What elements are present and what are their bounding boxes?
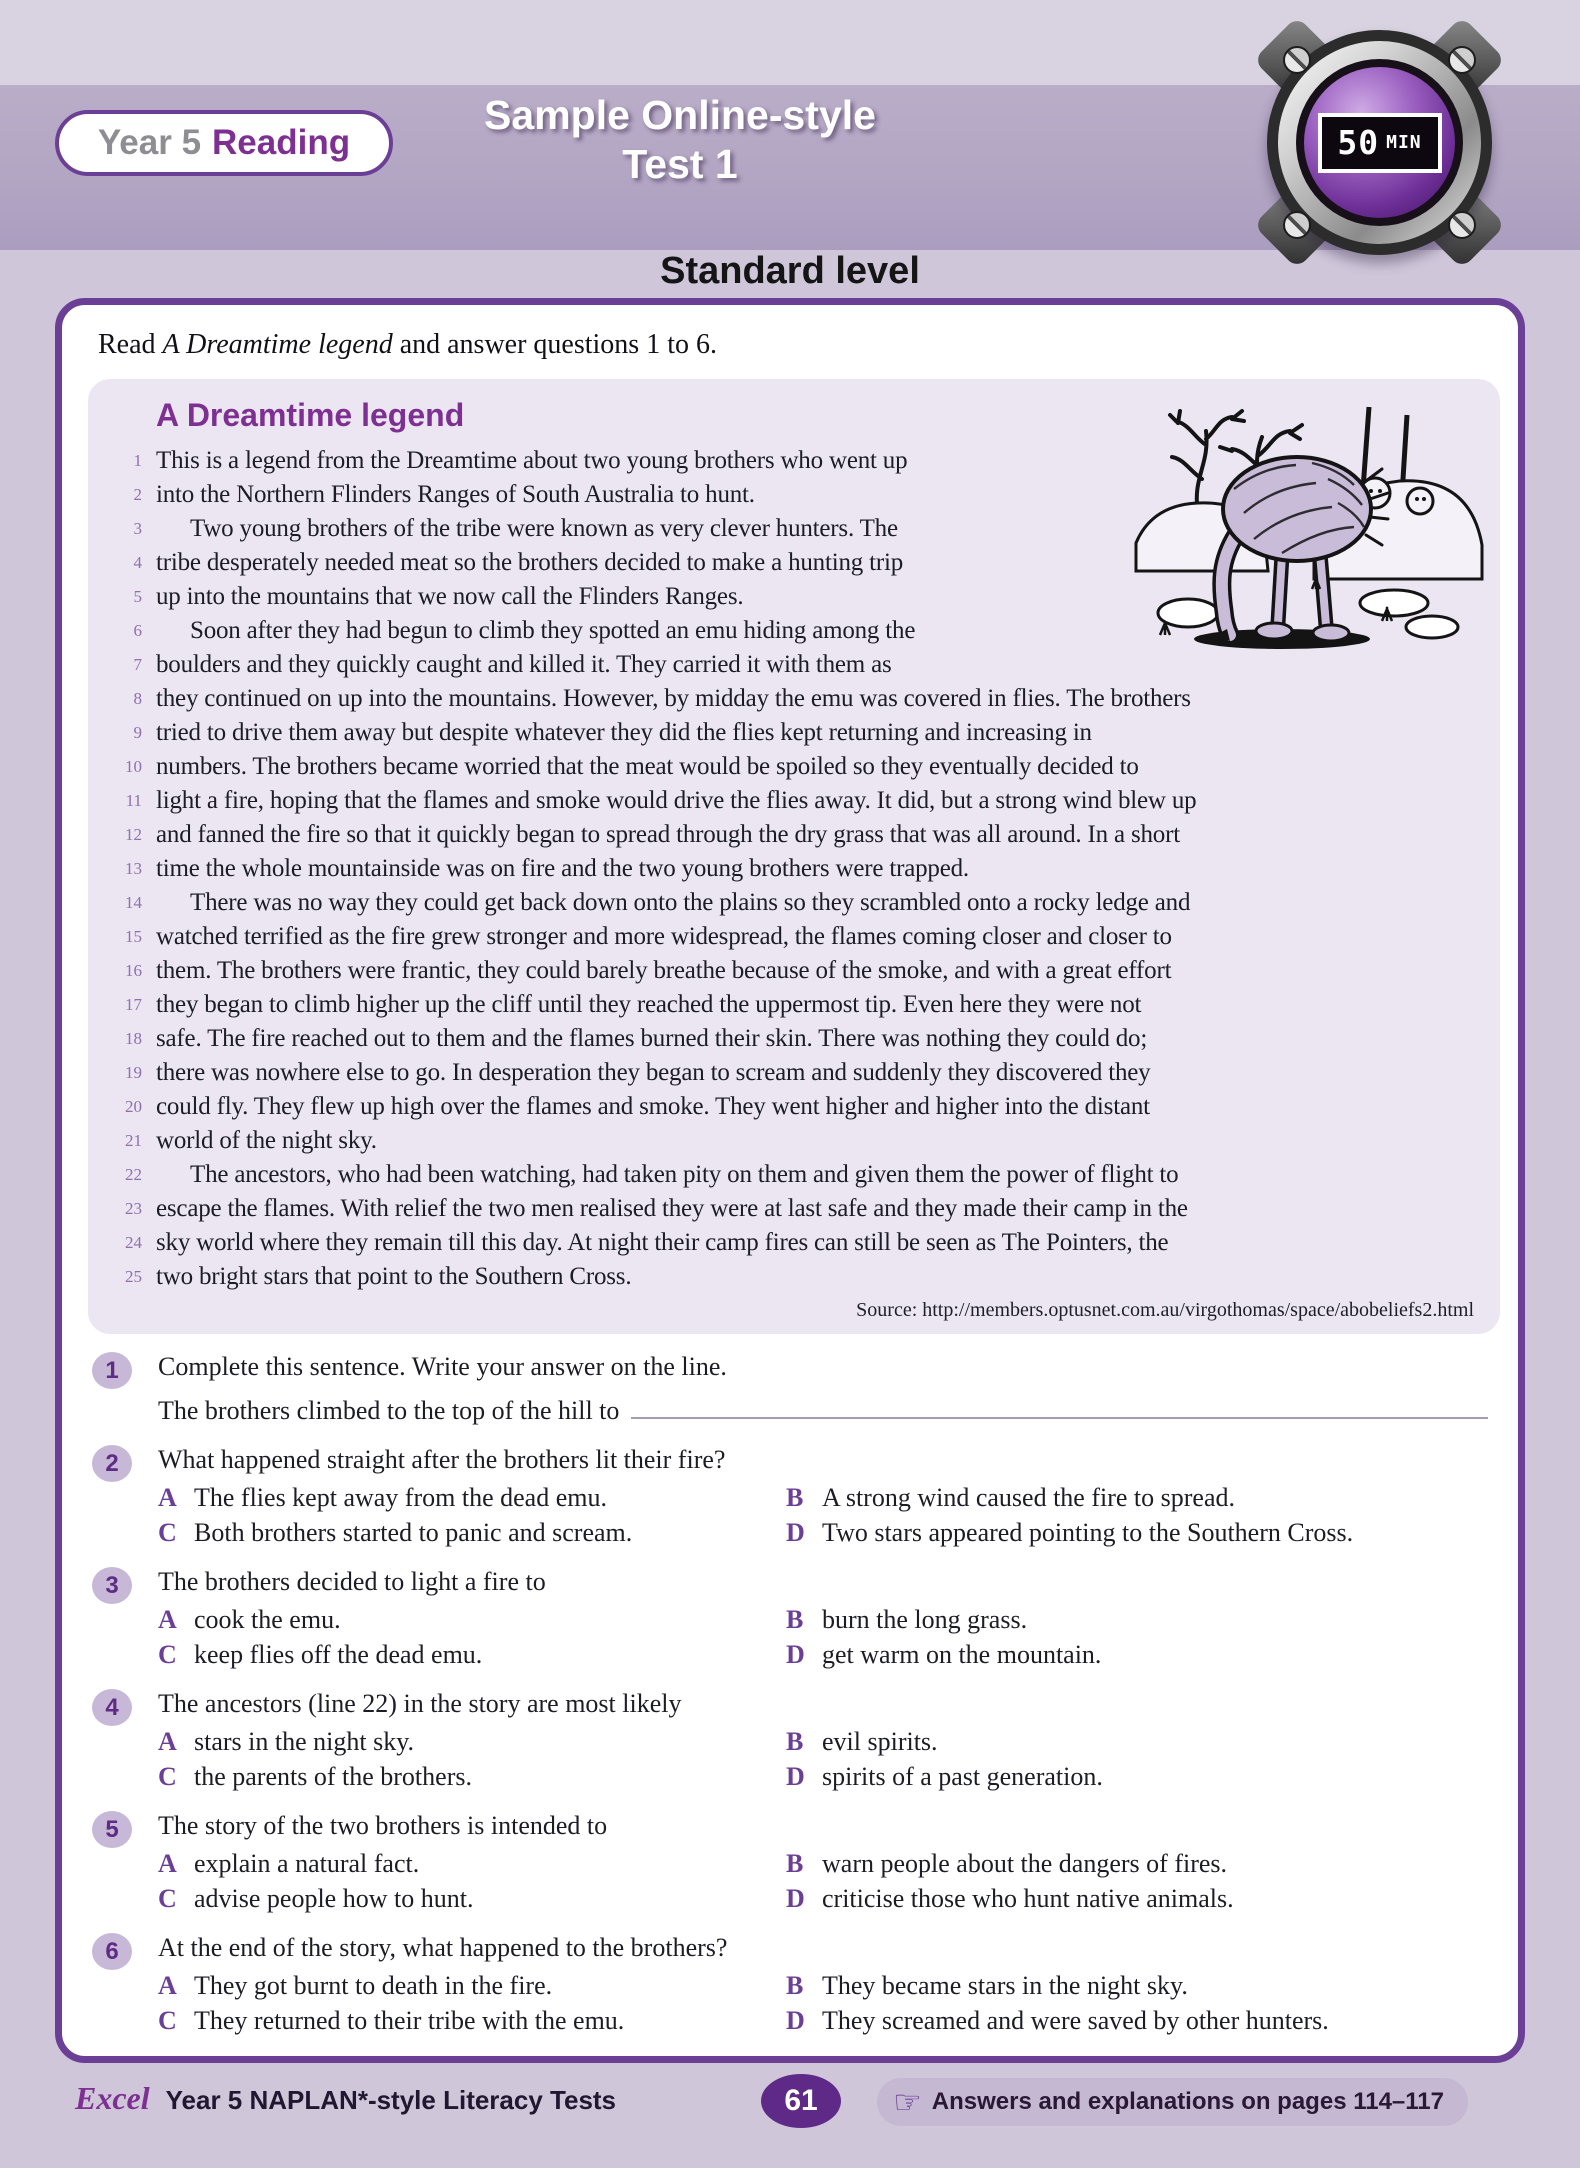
test-title-line1: Sample Online-style	[484, 92, 876, 138]
page-number-badge: 61	[761, 2074, 841, 2128]
option-text: advise people how to hunt.	[194, 1884, 474, 1913]
line-text: Two young brothers of the tribe were known as very clever hunters. The	[190, 515, 898, 542]
option-2C	[158, 1516, 786, 1549]
line-number: 20	[125, 1097, 142, 1116]
screw-icon	[1448, 46, 1476, 74]
passage-line	[88, 750, 1490, 784]
question-1	[92, 1350, 1488, 1427]
questions	[92, 1350, 1488, 2037]
question-4	[92, 1687, 1488, 1793]
timer-minutes: 50	[1337, 123, 1380, 162]
line-number: 22	[125, 1165, 142, 1184]
screw-icon	[1283, 211, 1311, 239]
option-letter: B	[786, 1483, 804, 1512]
question-5	[92, 1809, 1488, 1915]
option-3B	[786, 1603, 1488, 1636]
passage-line	[88, 1090, 1490, 1124]
option-letter: C	[158, 1518, 177, 1547]
line-number: 13	[125, 859, 142, 878]
line-text: Soon after they had begun to climb they spotted an emu hiding among the	[190, 617, 916, 644]
options-grid	[158, 1479, 1488, 1549]
question-2	[92, 1443, 1488, 1549]
option-5C	[158, 1882, 786, 1915]
emu-foot	[1256, 623, 1292, 639]
line-text: safe. The fire reached out to them and the flames burned their skin. There was nothing they could do;	[156, 1025, 1148, 1052]
option-text: stars in the night sky.	[194, 1727, 415, 1756]
option-text: Two stars appeared pointing to the Southern Cross.	[822, 1518, 1354, 1547]
fill-in-row	[158, 1393, 1488, 1427]
line-number: 15	[125, 927, 142, 946]
timer-display	[1318, 113, 1442, 173]
option-letter: C	[158, 1884, 177, 1913]
option-letter: D	[786, 1518, 805, 1547]
option-letter: D	[786, 1640, 805, 1669]
emu-foot	[1313, 625, 1349, 641]
option-6A	[158, 1969, 786, 2002]
option-text: the parents of the brothers.	[194, 1762, 472, 1791]
answers-reference-pill	[877, 2078, 1468, 2126]
line-number: 9	[133, 723, 142, 742]
line-number: 10	[125, 757, 142, 776]
options-grid	[158, 1723, 1488, 1793]
option-letter: D	[786, 2006, 805, 2035]
option-text: The flies kept away from the dead emu.	[194, 1483, 607, 1512]
passage-line	[88, 920, 1490, 954]
line-number: 12	[125, 825, 142, 844]
passage-source: Source: http://members.optusnet.com.au/virgothomas/space/abobeliefs2.html	[856, 1299, 1474, 1321]
option-text: burn the long grass.	[822, 1605, 1028, 1634]
passage-line	[88, 1158, 1490, 1192]
option-letter: C	[158, 1762, 177, 1791]
question-6	[92, 1931, 1488, 2037]
option-text: They screamed and were saved by other hunters.	[822, 2006, 1329, 2035]
option-text: keep flies off the dead emu.	[194, 1640, 483, 1669]
line-text: two bright stars that point to the Southern Cross.	[156, 1263, 632, 1290]
series-title: Year 5 NAPLAN*-style Literacy Tests	[165, 2085, 617, 2115]
line-number: 14	[125, 893, 142, 912]
screw-icon	[1283, 46, 1311, 74]
option-letter: B	[786, 1727, 804, 1756]
line-text: into the Northern Flinders Ranges of South Australia to hunt.	[156, 481, 755, 508]
option-6C	[158, 2004, 786, 2037]
option-text: get warm on the mountain.	[822, 1640, 1102, 1669]
line-number: 8	[133, 689, 142, 708]
line-number: 19	[125, 1063, 142, 1082]
option-4B	[786, 1725, 1488, 1758]
option-4C	[158, 1760, 786, 1793]
option-letter: B	[786, 1971, 804, 2000]
passage-line	[88, 886, 1490, 920]
passage-line	[88, 954, 1490, 988]
option-6D	[786, 2004, 1488, 2037]
question-body	[158, 1809, 1488, 1915]
line-text: they continued on up into the mountains. However, by midday the emu was covered in flies. The brothers	[156, 685, 1191, 712]
line-text: world of the night sky.	[156, 1127, 377, 1154]
passage-panel	[88, 379, 1500, 1334]
passage-line	[88, 1056, 1490, 1090]
answer-line	[631, 1393, 1488, 1419]
stopwatch-timer-icon	[1267, 30, 1492, 255]
test-title-line2: Test 1	[622, 141, 738, 187]
option-text: criticise those who hunt native animals.	[822, 1884, 1234, 1913]
passage-line	[88, 988, 1490, 1022]
answers-reference-text: Answers and explanations on pages 114–117	[931, 2088, 1444, 2115]
line-text: them. The brothers were frantic, they could barely breathe because of the smoke, and with a great effort	[156, 957, 1172, 984]
option-letter: A	[158, 1483, 177, 1512]
line-number: 17	[125, 995, 142, 1014]
line-text: tried to drive them away but despite whatever they did the flies kept returning and increasing in	[156, 719, 1092, 746]
option-letter: C	[158, 2006, 177, 2035]
option-text: explain a natural fact.	[194, 1849, 420, 1878]
line-text: sky world where they remain till this day. At night their camp fires can still be seen as The Pointers, the	[156, 1229, 1169, 1256]
options-grid	[158, 1967, 1488, 2037]
instruction-prefix: Read	[98, 329, 163, 360]
line-text: There was no way they could get back down onto the plains so they scrambled onto a rocky ledge and	[190, 889, 1191, 916]
line-text: This is a legend from the Dreamtime about two young brothers who went up	[156, 447, 908, 474]
header-band	[0, 85, 1580, 250]
line-text: there was nowhere else to go. In desperation they began to scream and suddenly they discovered they	[156, 1059, 1151, 1086]
option-5A	[158, 1847, 786, 1880]
page-footer	[0, 2072, 1580, 2142]
option-2A	[158, 1481, 786, 1514]
passage-line	[88, 852, 1490, 886]
line-number: 5	[133, 587, 142, 606]
line-text: light a fire, hoping that the flames and smoke would drive the flies away. It did, but a strong wind blew up	[156, 787, 1197, 814]
option-4A	[158, 1725, 786, 1758]
option-letter: B	[786, 1849, 804, 1878]
passage-line	[88, 784, 1490, 818]
passage-line	[88, 1260, 1490, 1294]
option-letter: C	[158, 1640, 177, 1669]
option-3C	[158, 1638, 786, 1671]
rock	[1360, 590, 1428, 616]
option-2D	[786, 1516, 1488, 1549]
passage-line	[88, 682, 1490, 716]
question-body	[158, 1687, 1488, 1793]
option-letter: A	[158, 1849, 177, 1878]
option-letter: A	[158, 1727, 177, 1756]
option-4D	[786, 1760, 1488, 1793]
line-number: 25	[125, 1267, 142, 1286]
question-number-badge: 1	[92, 1352, 132, 1389]
line-text: tribe desperately needed meat so the brothers decided to make a hunting trip	[156, 549, 904, 576]
option-6B	[786, 1969, 1488, 2002]
option-text: warn people about the dangers of fires.	[822, 1849, 1228, 1878]
option-2B	[786, 1481, 1488, 1514]
passage-line	[88, 1022, 1490, 1056]
option-text: evil spirits.	[822, 1727, 938, 1756]
question-number-badge: 4	[92, 1689, 132, 1726]
passage-title-reference: A Dreamtime legend	[162, 329, 393, 360]
question-number-badge: 3	[92, 1567, 132, 1604]
course-year-label: Year 5	[97, 123, 202, 162]
passage-line	[88, 818, 1490, 852]
line-text: boulders and they quickly caught and killed it. They carried it with them as	[156, 651, 892, 678]
test-content-box	[55, 298, 1525, 2063]
hunter-head	[1407, 488, 1433, 514]
question-number-badge: 6	[92, 1933, 132, 1970]
option-text: spirits of a past generation.	[822, 1762, 1103, 1791]
option-letter: D	[786, 1762, 805, 1791]
passage-line	[88, 716, 1490, 750]
option-5B	[786, 1847, 1488, 1880]
option-text: They got burnt to death in the fire.	[194, 1971, 553, 2000]
options-grid	[158, 1845, 1488, 1915]
timer-unit: MIN	[1386, 132, 1422, 153]
course-badge	[55, 110, 393, 176]
line-text: up into the mountains that we now call the Flinders Ranges.	[156, 583, 744, 610]
pointing-hand-icon: ☞	[893, 2084, 922, 2120]
option-text: They returned to their tribe with the emu.	[194, 2006, 625, 2035]
emu-illustration	[1132, 393, 1484, 661]
line-text: The ancestors, who had been watching, had taken pity on them and given them the power of flight to	[190, 1161, 1179, 1188]
passage-line	[88, 1124, 1490, 1158]
option-text: A strong wind caused the fire to spread.	[822, 1483, 1236, 1512]
fill-in-sentence: The brothers climbed to the top of the hill to	[158, 1396, 620, 1425]
line-number: 2	[133, 485, 142, 504]
question-3	[92, 1565, 1488, 1671]
test-title	[420, 91, 940, 189]
line-number: 11	[125, 791, 142, 810]
line-text: escape the flames. With relief the two men realised they were at last safe and they made their camp in the	[156, 1195, 1188, 1222]
question-stem: What happened straight after the brothers lit their fire?	[158, 1445, 726, 1474]
line-text: time the whole mountainside was on fire and the two young brothers were trapped.	[156, 855, 969, 882]
line-number: 21	[125, 1131, 142, 1150]
level-heading: Standard level	[660, 250, 920, 292]
option-5D	[786, 1882, 1488, 1915]
question-stem: The story of the two brothers is intended to	[158, 1811, 608, 1840]
line-text: and fanned the fire so that it quickly began to spread through the dry grass that was all around. In a short	[156, 821, 1180, 848]
line-text: watched terrified as the fire grew stronger and more widespread, the flames coming closer and closer to	[156, 923, 1172, 950]
line-number: 3	[133, 519, 142, 538]
screw-icon	[1448, 211, 1476, 239]
question-body	[158, 1931, 1488, 2037]
options-grid	[158, 1601, 1488, 1671]
passage-title: A Dreamtime legend	[156, 397, 465, 433]
line-number: 7	[133, 655, 142, 674]
spear-icon	[1363, 407, 1369, 489]
option-3D	[786, 1638, 1488, 1671]
line-number: 23	[125, 1199, 142, 1218]
line-text: numbers. The brothers became worried that the meat would be spoiled so they eventually decided to	[156, 753, 1139, 780]
option-text: They became stars in the night sky.	[822, 1971, 1188, 2000]
line-number: 16	[125, 961, 142, 980]
question-stem: At the end of the story, what happened to the brothers?	[158, 1933, 728, 1962]
option-text: cook the emu.	[194, 1605, 341, 1634]
line-number: 6	[133, 621, 142, 640]
line-text: could fly. They flew up high over the flames and smoke. They went higher and higher into the distant	[156, 1093, 1150, 1120]
option-letter: D	[786, 1884, 805, 1913]
question-stem: Complete this sentence. Write your answer on the line.	[158, 1352, 727, 1381]
question-number-badge: 2	[92, 1445, 132, 1482]
rock	[1406, 616, 1458, 638]
question-stem: The ancestors (line 22) in the story are most likely	[158, 1689, 682, 1718]
line-text: they began to climb higher up the cliff until they reached the uppermost tip. Even here they were not	[156, 991, 1142, 1018]
line-number: 18	[125, 1029, 142, 1048]
line-number: 24	[125, 1233, 142, 1252]
question-body	[158, 1350, 1488, 1427]
footer-brand	[75, 2080, 616, 2117]
option-letter: B	[786, 1605, 804, 1634]
option-letter: A	[158, 1605, 177, 1634]
question-body	[158, 1443, 1488, 1549]
passage-line	[88, 1226, 1490, 1260]
option-letter: A	[158, 1971, 177, 2000]
instruction-suffix: and answer questions 1 to 6.	[392, 329, 717, 360]
question-stem: The brothers decided to light a fire to	[158, 1567, 546, 1596]
option-text: Both brothers started to panic and scream.	[194, 1518, 633, 1547]
question-body	[158, 1565, 1488, 1671]
brand-logo: Excel	[75, 2080, 150, 2116]
question-number-badge: 5	[92, 1811, 132, 1848]
reading-instruction	[98, 329, 1480, 361]
passage-line	[88, 1192, 1490, 1226]
rock	[1158, 599, 1218, 627]
line-number: 1	[133, 451, 142, 470]
line-number: 4	[133, 553, 142, 572]
option-3A	[158, 1603, 786, 1636]
course-subject-label: Reading	[212, 123, 351, 162]
